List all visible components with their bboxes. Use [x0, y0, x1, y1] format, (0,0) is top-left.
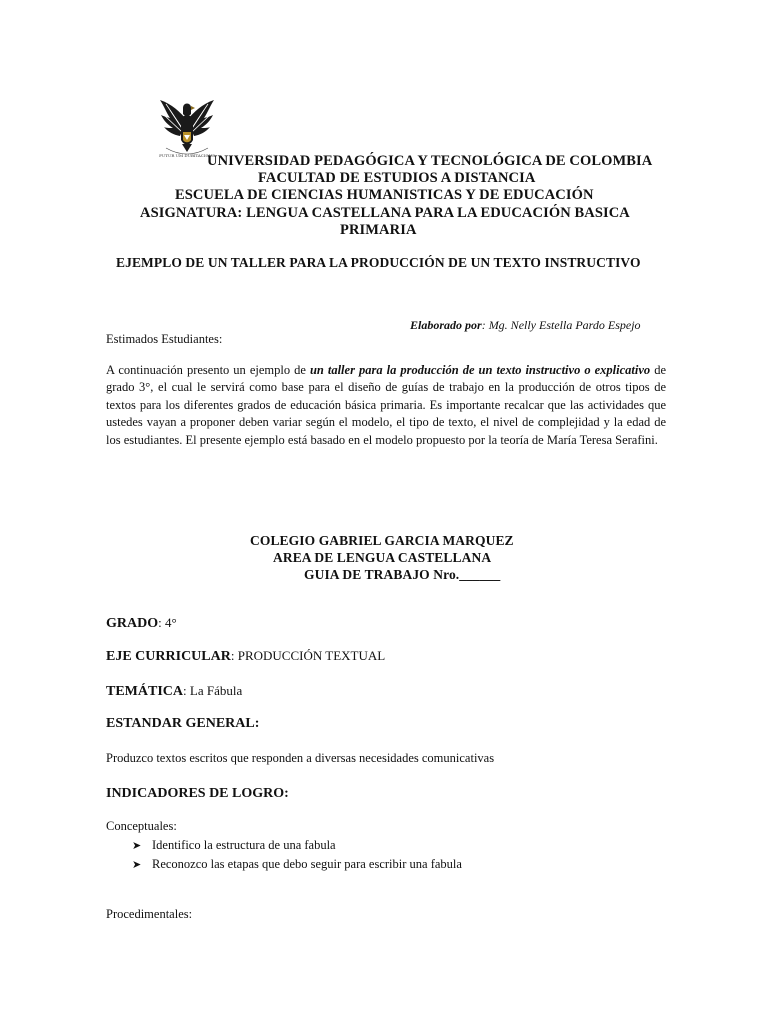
intro-text-rest: de grado 3°, el cual le servirá como base para el diseño de guías de trabajo en la producción de otros tipos de textos para los diferentes grados de educación básica primaria. Es importante recalcar que las actividades que ustedes vayan a proponer deben variar según el modelo, el tipo de texto, el nivel de complejidad y la edad de los estudiantes. El presente ejemplo está basado en el modelo propuesto por la teoría de María Teresa Serafini. [106, 363, 666, 447]
grade-value: : 4° [158, 615, 177, 630]
school-area: AREA DE LENGUA CASTELLANA [273, 550, 492, 565]
curricular-axis-field [106, 647, 385, 665]
general-standard-text: Produzco textos escritos que responden a diversas necesidades comunicativas [106, 751, 495, 765]
curricular-axis-label: EJE CURRICULAR [106, 649, 231, 664]
list-item-text: Identifico la estructura de una fabula [152, 838, 336, 852]
intro-paragraph [106, 362, 666, 449]
author-line [410, 318, 641, 333]
school-name: COLEGIO GABRIEL GARCIA MARQUEZ [250, 533, 514, 548]
subject-line-continued: PRIMARIA [340, 222, 417, 238]
list-item-text: Reconozco las etapas que debo seguir para escribir una fabula [152, 857, 462, 871]
conceptual-list [132, 836, 462, 874]
author-name: Mg. Nelly Estella Pardo Espejo [488, 318, 641, 332]
grade-field [106, 614, 177, 632]
work-guide-number: GUIA DE TRABAJO Nro.______ [304, 567, 501, 582]
author-label: Elaborado por [410, 318, 482, 332]
author-separator: : [481, 318, 489, 332]
university-name: UNIVERSIDAD PEDAGÓGICA Y TECNOLÓGICA DE COLOMBIA [207, 153, 653, 169]
greeting: Estimados Estudiantes: [106, 332, 223, 346]
list-item [132, 836, 462, 855]
procedural-label: Procedimentales: [106, 907, 193, 921]
general-standard-heading: ESTANDAR GENERAL: [106, 716, 260, 731]
grade-label: GRADO [106, 616, 159, 631]
intro-emphasis: un taller para la producción de un texto instructivo o explicativo [309, 363, 651, 377]
theme-label: TEMÁTICA [106, 684, 184, 699]
logo-motto: FUTUR UM DUBITACIOUS [159, 153, 215, 158]
list-item [132, 855, 462, 874]
theme-value: : La Fábula [183, 683, 243, 698]
subject-line: ASIGNATURA: LENGUA CASTELLANA PARA LA EDUCACIÓN BASICA [140, 205, 630, 221]
arrow-bullet-icon: ➤ [132, 840, 142, 852]
arrow-bullet-icon: ➤ [132, 859, 142, 871]
faculty-name: FACULTAD DE ESTUDIOS A DISTANCIA [258, 170, 536, 186]
curricular-axis-value: : PRODUCCIÓN TEXTUAL [230, 648, 386, 663]
conceptual-label: Conceptuales: [106, 819, 177, 833]
document-title: EJEMPLO DE UN TALLER PARA LA PRODUCCIÓN DE UN TEXTO INSTRUCTIVO [116, 255, 641, 270]
achievement-indicators-heading: INDICADORES DE LOGRO: [106, 786, 289, 801]
theme-field [106, 682, 242, 700]
school-of-humanities: ESCUELA DE CIENCIAS HUMANISTICAS Y DE EDUCACIÓN [175, 187, 594, 203]
intro-text-start: A continuación presento un ejemplo de [106, 363, 310, 377]
university-eagle-seal-logo [156, 90, 218, 162]
